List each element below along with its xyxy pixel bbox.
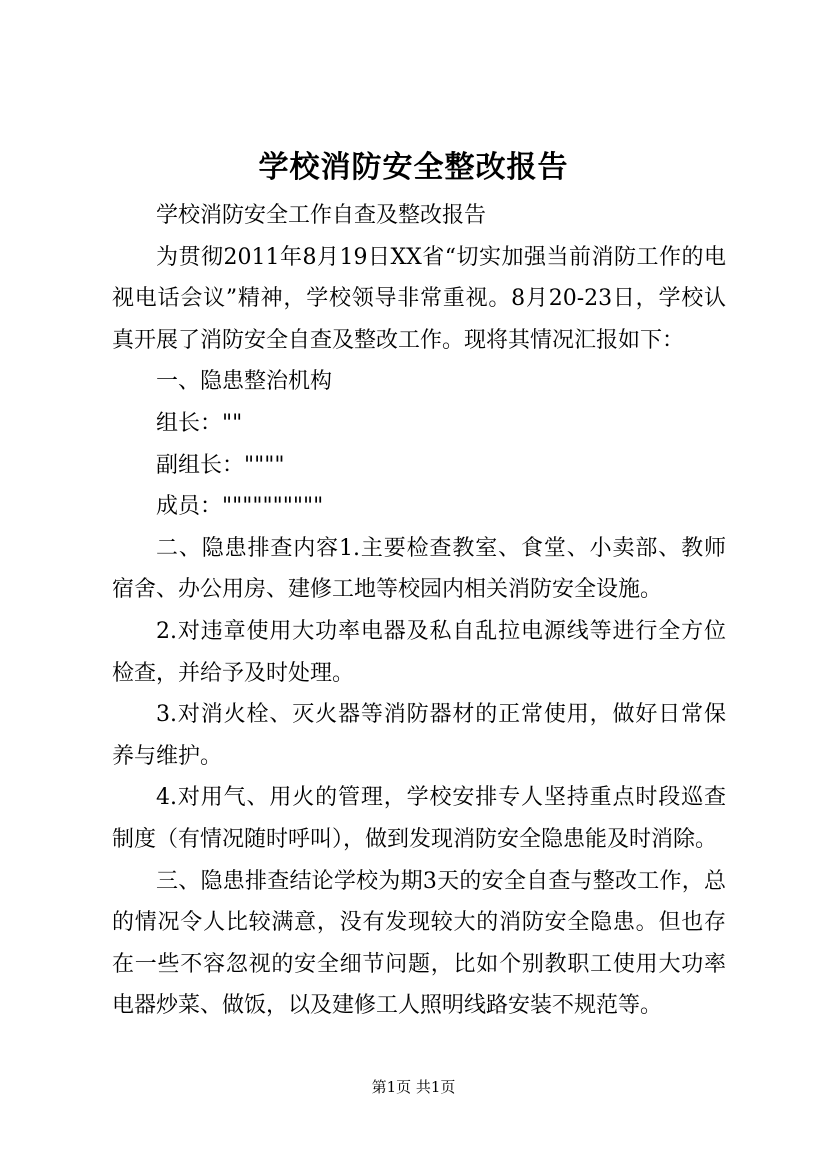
paragraph-team-leader: 组长："": [156, 410, 243, 436]
section-heading-organization: 一、隐患整治机构: [156, 369, 333, 395]
paragraph-subtitle: 学校消防安全工作自查及整改报告: [156, 203, 487, 228]
document-title: 学校消防安全整改报告: [258, 150, 569, 185]
paragraph-item-2: 2.对违章使用大功率电器及私自乱拉电源线等进行全方位检查，并给予及时处理。: [112, 618, 726, 686]
paragraph-conclusion: 三、隐患排查结论学校为期3天的安全自查与整改工作，总的情况令人比较满意，没有发现较大的消防安全隐患。但也存在一些不容忽视的安全细节问题，比如个别教职工使用大功率电器炒菜、做饭，以及建修工人照明线路安装不规范等。: [112, 868, 726, 1019]
paragraph-item-3: 3.对消火栓、灭火器等消防器材的正常使用，做好日常保养与维护。: [112, 702, 726, 769]
paragraph-inspection-content: 二、隐患排查内容1.主要检查教室、食堂、小卖部、教师宿舍、办公用房、建修工地等校园内相关消防安全设施。: [112, 535, 726, 603]
paragraph-item-4: 4.对用气、用火的管理，学校安排专人坚持重点时段巡查制度（有情况随时呼叫），做到发现消防安全隐患能及时消除。: [112, 785, 726, 852]
paragraph-intro: 为贯彻2011年8月19日XX省“切实加强当前消防工作的电视电话会议”精神，学校领导非常重视。8月20-23日，学校认真开展了消防安全自查及整改工作。现将其情况汇报如下：: [112, 244, 726, 353]
page-footer: 第1页 共1页: [371, 1078, 456, 1096]
document-body: [112, 195, 726, 1027]
paragraph-members: 成员："""""""""": [156, 494, 324, 520]
paragraph-deputy-leader: 副组长："""": [156, 452, 285, 478]
